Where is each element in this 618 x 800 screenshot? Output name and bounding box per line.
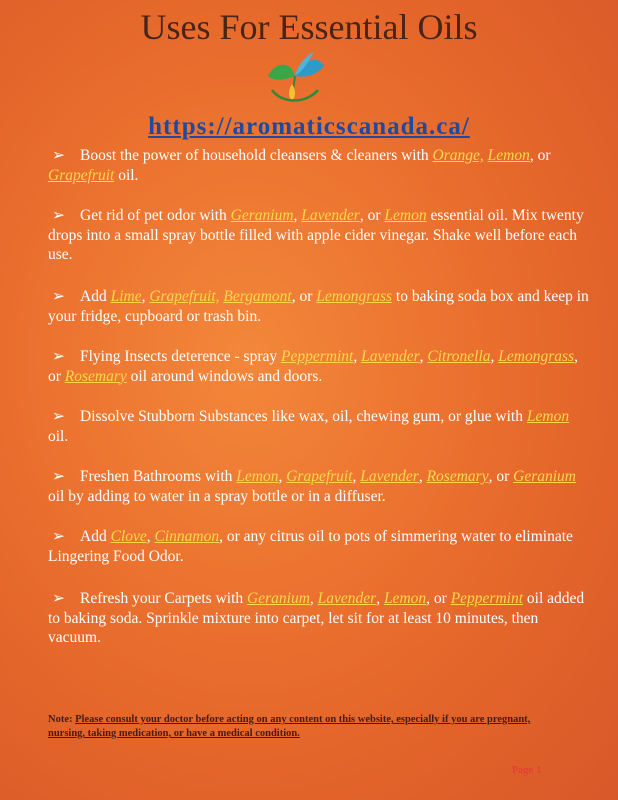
item-text: Add — [80, 528, 111, 545]
item-text: , — [376, 590, 384, 607]
arrow-bullet-icon: ➢ — [52, 348, 65, 365]
disclaimer-note — [48, 713, 558, 741]
oil-link[interactable]: Geranium — [247, 590, 310, 607]
item-text: Dissolve Stubborn Substances like wax, oil, chewing gum, or glue with — [80, 408, 527, 425]
oil-link[interactable]: Lemon — [383, 590, 427, 607]
arrow-bullet-icon: ➢ — [52, 468, 65, 485]
use-item — [48, 407, 590, 446]
item-text: , or — [291, 288, 317, 305]
oil-link[interactable]: Cinnamon — [154, 528, 220, 545]
item-text: , or — [529, 147, 551, 164]
oil-link[interactable]: Lavender — [317, 590, 377, 607]
item-text: essential oil. Mix twenty drops into a small spray bottle filled with apple cider vinegar. Shake well before each use. — [48, 207, 584, 263]
note-text: Please consult your doctor before acting on any content on this website, especially if you are pregnant, nursing, taking medication, or have a medical condition. — [48, 714, 531, 739]
oil-link[interactable]: Geranium — [230, 207, 294, 224]
item-text: , or — [488, 468, 514, 485]
page-number: Page 1 — [512, 764, 542, 776]
use-item — [48, 146, 590, 185]
oil-link[interactable]: Orange, — [432, 147, 484, 164]
item-text: oil added to baking soda. Sprinkle mixture into carpet, let sit for at least 10 minutes, then vacuum. — [48, 590, 585, 646]
oil-link[interactable]: Grapefruit, — [149, 288, 220, 305]
item-text: , — [418, 468, 427, 485]
oil-link[interactable]: Peppermint — [281, 348, 354, 365]
item-text: , or — [426, 590, 451, 607]
oil-link[interactable]: Grapefruit — [286, 468, 353, 485]
item-text: , — [141, 288, 150, 305]
item-text: , — [278, 468, 287, 485]
item-text: oil. — [48, 427, 69, 445]
arrow-bullet-icon: ➢ — [52, 528, 65, 545]
item-text: , — [490, 348, 499, 365]
item-text: Add — [80, 288, 111, 305]
item-text: Flying Insects deterence - spray — [80, 348, 282, 365]
item-text: Get rid of pet odor with — [80, 207, 231, 224]
oil-link[interactable]: Lavender — [360, 468, 419, 485]
oil-link[interactable]: Lemon — [487, 147, 530, 164]
oil-link[interactable]: Lemon — [384, 207, 427, 224]
oil-link[interactable]: Lemongrass — [498, 348, 575, 365]
oil-link[interactable]: Clove — [110, 528, 147, 545]
oil-link[interactable]: Citronella — [427, 348, 491, 365]
oil-link[interactable]: Lemon — [526, 408, 570, 425]
oil-link[interactable]: Lavender — [361, 348, 420, 365]
oil-link[interactable]: Lemon — [236, 468, 279, 485]
oil-link[interactable]: Bergamont — [223, 288, 292, 305]
item-text: oil. — [114, 166, 139, 184]
oil-link[interactable]: Lime — [110, 288, 142, 305]
item-text: , or any citrus oil to pots of simmering water to eliminate Lingering Food Odor. — [48, 528, 573, 565]
oil-link[interactable]: Lavender — [301, 207, 360, 224]
use-item — [48, 206, 590, 265]
oil-link[interactable]: Geranium — [513, 468, 576, 485]
use-item — [48, 467, 590, 506]
oil-link[interactable]: Peppermint — [450, 590, 524, 607]
item-text: Freshen Bathrooms with — [80, 468, 237, 485]
note-label: Note: — [48, 714, 73, 725]
item-text: , — [353, 348, 362, 365]
item-text: , or — [359, 207, 385, 224]
item-text: , — [309, 590, 318, 607]
oil-link[interactable]: Rosemary — [64, 367, 127, 385]
oil-link[interactable]: Grapefruit — [48, 166, 115, 184]
arrow-bullet-icon: ➢ — [52, 288, 65, 305]
arrow-bullet-icon: ➢ — [52, 590, 65, 607]
arrow-bullet-icon: ➢ — [52, 408, 65, 425]
use-item — [48, 347, 590, 386]
item-text: oil around windows and doors. — [126, 367, 323, 385]
item-text: , — [146, 528, 155, 545]
oil-link[interactable]: Rosemary — [426, 468, 489, 485]
item-text: oil by adding to water in a spray bottle or in a diffuser. — [48, 487, 386, 505]
essential-oil-leaf-drop-icon — [262, 46, 328, 108]
item-text: to baking soda box and keep in your fridge, cupboard or trash bin. — [48, 288, 589, 325]
item-text: , — [419, 348, 428, 365]
item-text: Refresh your Carpets with — [80, 590, 248, 607]
item-text: , — [352, 468, 361, 485]
item-text: , — [293, 207, 302, 224]
use-item — [48, 527, 590, 566]
item-text: , or — [48, 348, 578, 385]
use-item — [48, 287, 590, 326]
item-text: Boost the power of household cleansers & cleaners with — [80, 147, 433, 164]
website-link[interactable]: https://aromaticscanada.ca/ — [148, 113, 470, 140]
page-title: Uses For Essential Oils — [140, 7, 478, 47]
oil-link[interactable]: Lemongrass — [316, 288, 393, 305]
arrow-bullet-icon: ➢ — [52, 207, 65, 224]
use-item — [48, 589, 590, 648]
arrow-bullet-icon: ➢ — [52, 147, 65, 164]
